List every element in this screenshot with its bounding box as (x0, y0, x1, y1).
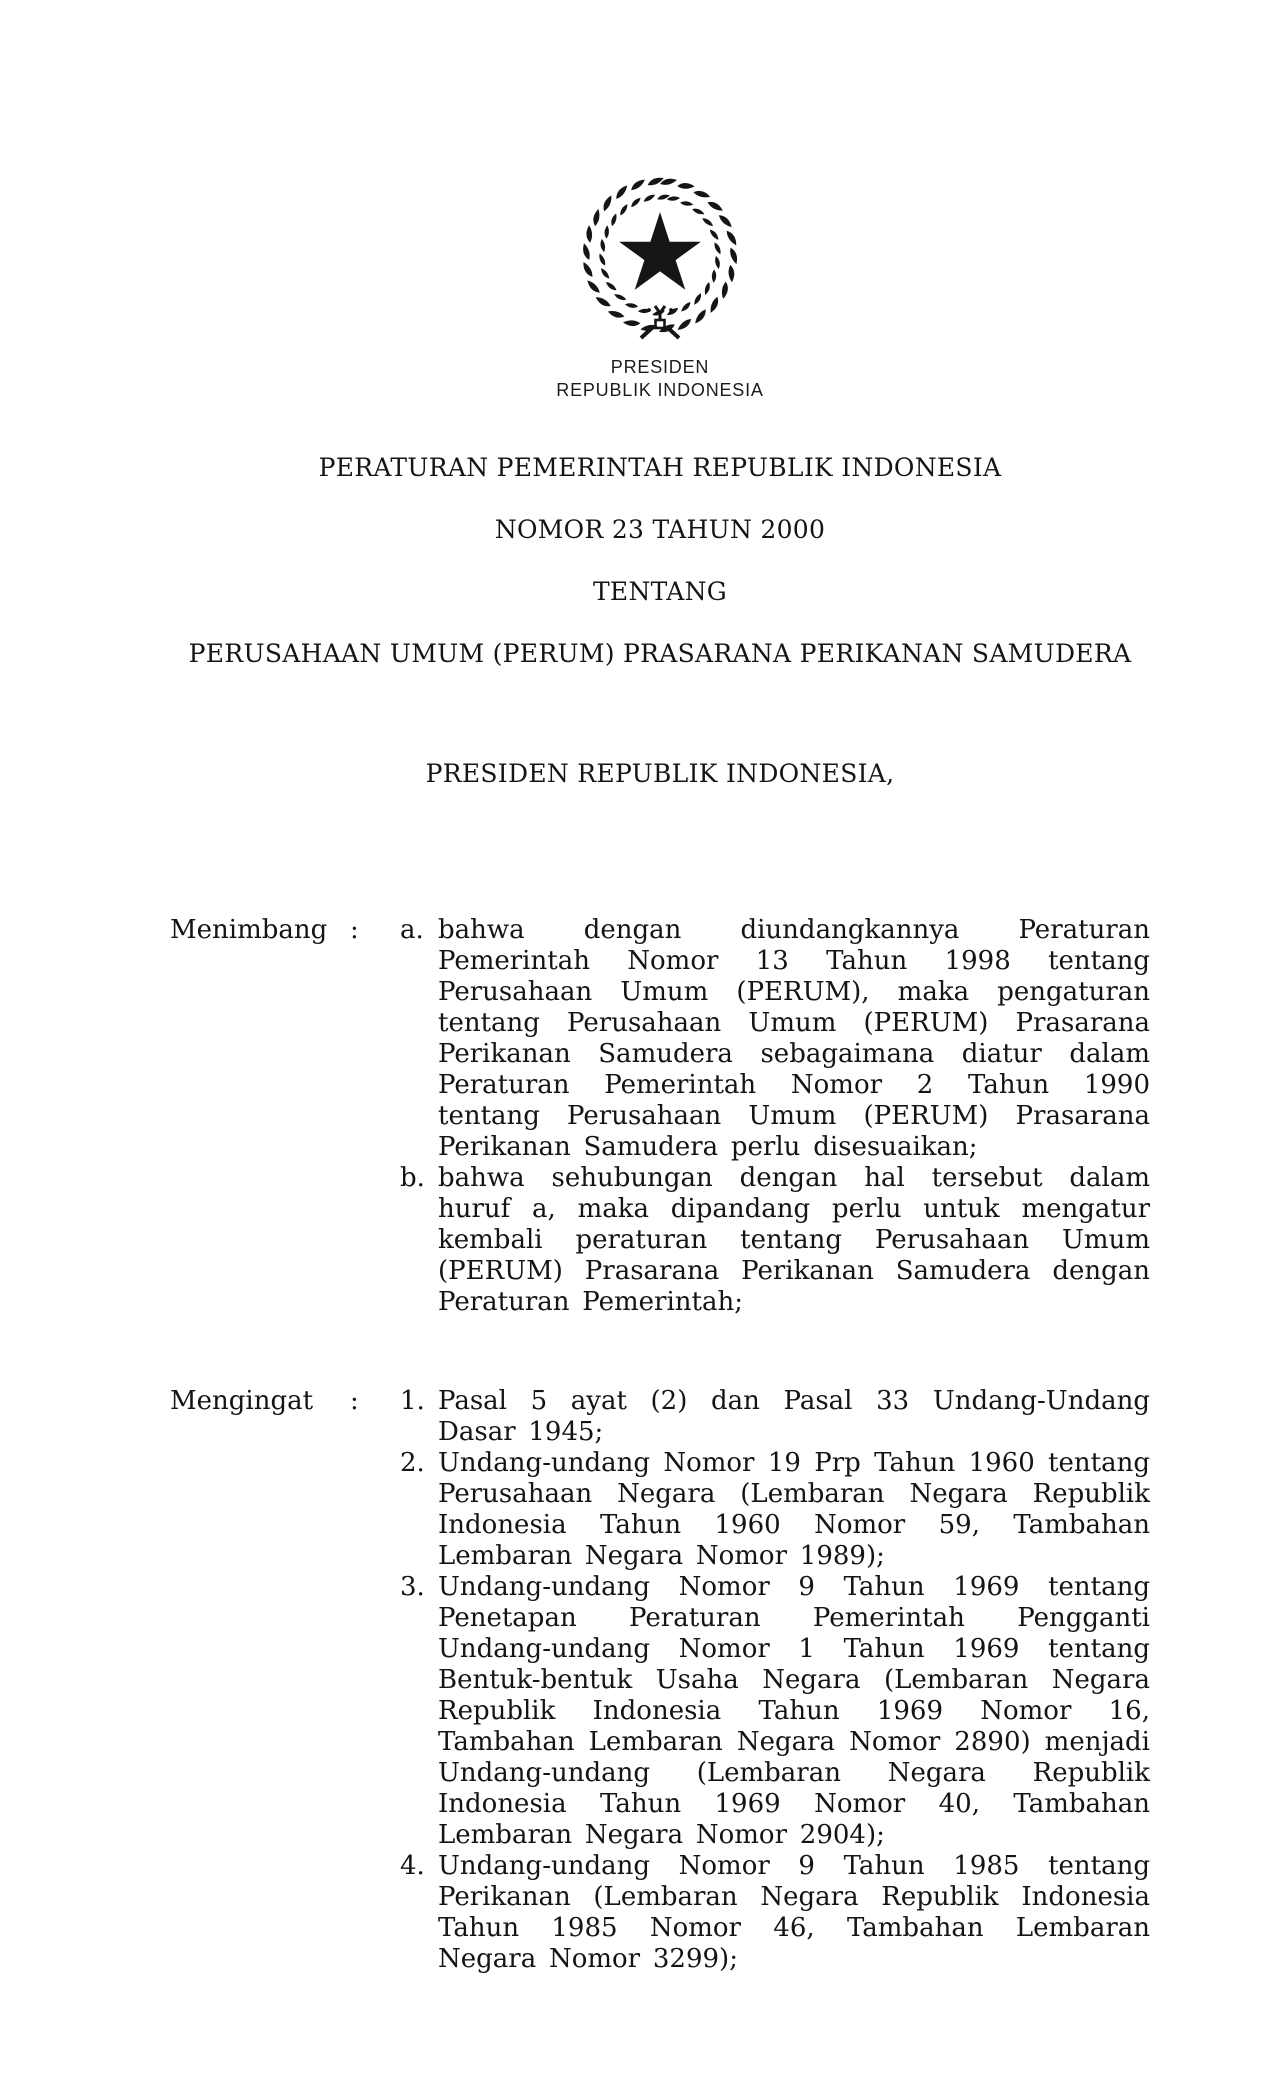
recalling-item-3 (400, 1572, 1150, 1851)
regulation-subject: PERUSAHAAN UMUM (PERUM) PRASARANA PERIKANAN SAMUDERA (188, 639, 1132, 668)
star (619, 212, 701, 290)
item-text: Undang-undang Nomor 19 Prp Tahun 1960 tentang Perusahaan Negara (Lembaran Negara Republik Indonesia Tahun 1960 Nomor 59, Tambahan Lembaran Negara Nomor 1989); (438, 1448, 1150, 1571)
letterhead (170, 160, 1150, 402)
regulation-number: NOMOR 23 TAHUN 2000 (494, 515, 826, 544)
regulation-title: PERATURAN PEMERINTAH REPUBLIK INDONESIA (318, 453, 1002, 482)
considering-colon: : (350, 915, 359, 945)
recalling-item-1 (400, 1386, 1150, 1448)
recalling-colon: : (350, 1386, 359, 1416)
item-text: bahwa sehubungan dengan hal tersebut dalam huruf a, maka dipandang perlu untuk mengatur kembali peraturan tentang Perusahaan Umum (PERUM) Prasarana Perikanan Samudera dengan Peraturan Pemerintah; (438, 1163, 1150, 1317)
item-marker: b. (400, 1163, 425, 1193)
considering-item-a (400, 915, 1150, 1163)
item-marker: 2. (400, 1448, 425, 1478)
regulation-tentang-label: TENTANG (592, 577, 728, 606)
item-text: Undang-undang Nomor 9 Tahun 1969 tentang Penetapan Peraturan Pemerintah Pengganti Undang-undang Nomor 1 Tahun 1969 tentang Bentuk-bentuk Usaha Negara (Lembaran Negara Republik Indonesia Tahun 1969 Nomor 16, Tambahan Lembaran Negara Nomor 2890) menjadi Undang-undang (Lembaran Negara Republik Indonesia Tahun 1969 Nomor 40, Tambahan Lembaran Negara Nomor 2904); (438, 1572, 1150, 1850)
considering-label: Menimbang (170, 915, 328, 945)
item-marker: a. (400, 915, 424, 945)
item-text: Undang-undang Nomor 9 Tahun 1985 tentang Perikanan (Lembaran Negara Republik Indonesia Tahun 1985 Nomor 46, Tambahan Lembaran Negara Nomor 3299); (438, 1851, 1150, 1974)
title-block (170, 452, 1150, 790)
recalling-item-2 (400, 1448, 1150, 1572)
considering-section (170, 915, 1150, 1318)
item-marker: 3. (400, 1572, 425, 1602)
item-marker: 1. (400, 1386, 425, 1416)
salutation-line: PRESIDEN REPUBLIK INDONESIA, (425, 759, 895, 788)
recalling-item-4 (400, 1851, 1150, 1975)
recalling-items (400, 1386, 1150, 1975)
item-text: Pasal 5 ayat (2) dan Pasal 33 Undang-Undang Dasar 1945; (438, 1386, 1150, 1447)
letterhead-presiden: PRESIDEN (610, 357, 710, 377)
item-marker: 4. (400, 1851, 425, 1881)
considering-item-b (400, 1163, 1150, 1318)
presidential-seal-icon (560, 160, 760, 352)
item-text: bahwa dengan diundangkannya Peraturan Pemerintah Nomor 13 Tahun 1998 tentang Perusahaan Umum (PERUM), maka pengaturan tentang Perusahaan Umum (PERUM) Prasarana Perikanan Samudera sebagaimana diatur dalam Peraturan Pemerintah Nomor 2 Tahun 1990 tentang Perusahaan Umum (PERUM) Prasarana Perikanan Samudera perlu disesuaikan; (438, 915, 1150, 1162)
recalling-label: Mengingat (170, 1386, 314, 1416)
recalling-section (170, 1386, 1150, 1975)
considering-items (400, 915, 1150, 1318)
letterhead-republik-indonesia: REPUBLIK INDONESIA (556, 380, 764, 400)
